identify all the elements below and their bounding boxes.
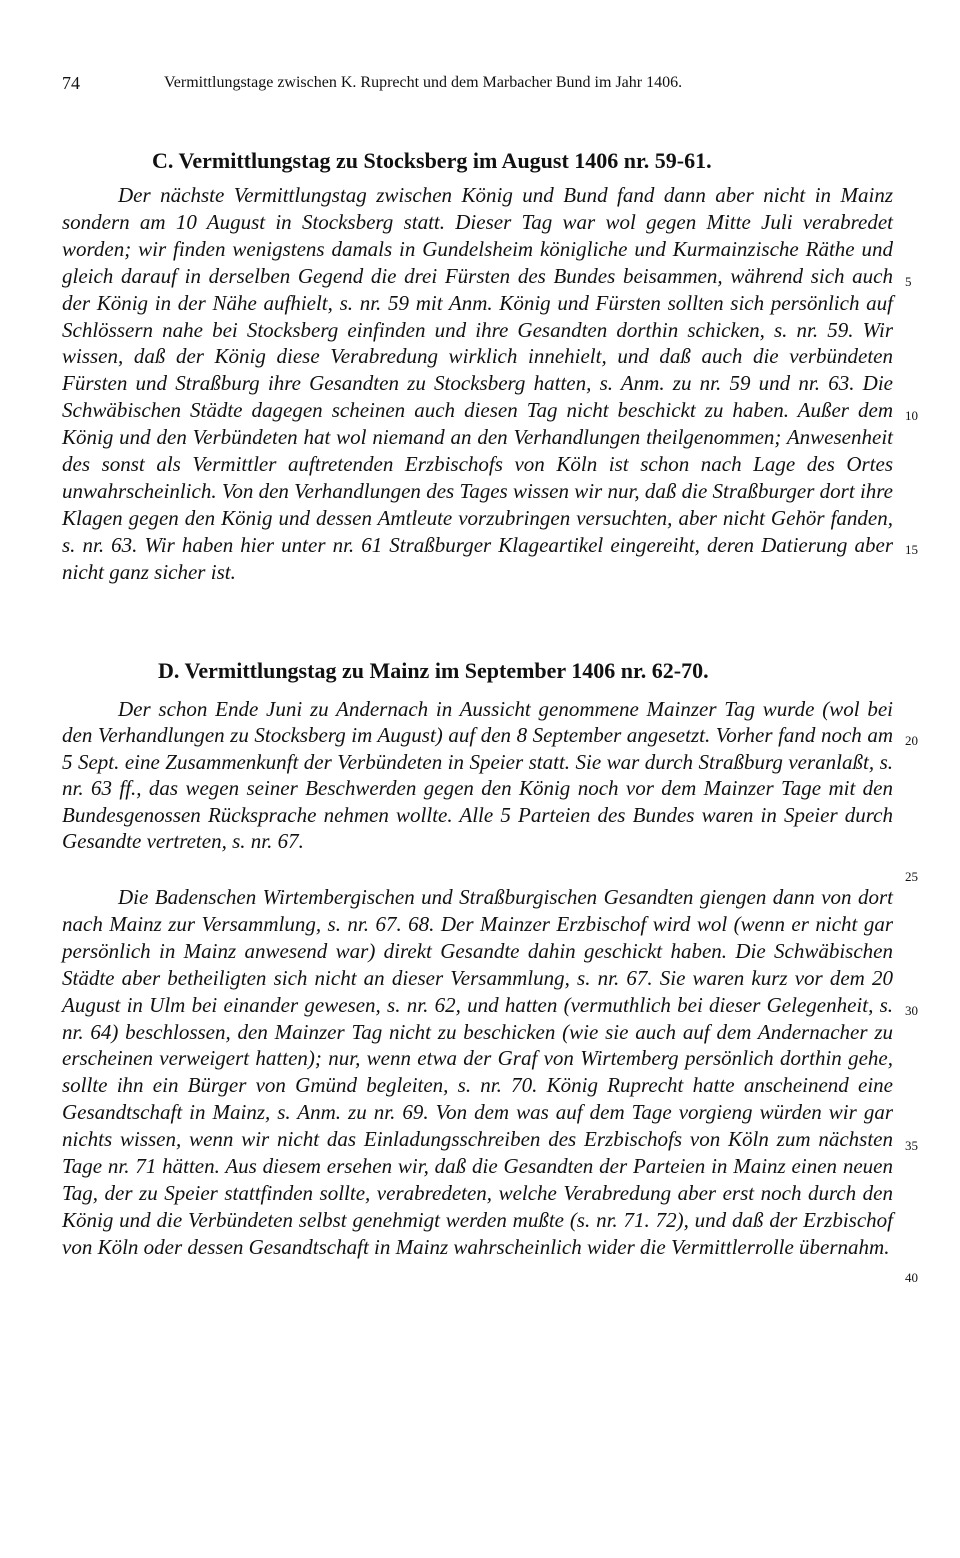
running-header xyxy=(62,71,822,95)
line-number: 5 xyxy=(905,274,912,289)
section-d-paragraph-2: Die Badenschen Wirtembergischen und Straßburgischen Gesandten giengen dann von dort nach Mainz zur Versammlung, s. nr. 67. 68. Der Mainzer Erzbischof wird wol (wenn er nicht gar persönlich in Mainz anwesend war) direkt Gesandte dahin geschickt haben. Die Schwäbischen Städte aber betheiligten sich nicht an dieser Versammlung, s. nr. 67. Sie waren kurz vor dem 20 August in Ulm bei einander gewesen, s. nr. 62, und hatten (vermuthlich bei dieser Gelegenheit, s. nr. 64) beschlossen, den Mainzer Tag nicht zu beschicken (wie sie auch auf dem Andernacher zu erscheinen verweigert hatten); nur, wenn etwa der Graf von Wirtemberg persönlich dorthin gehe, sollte ihn ein Bürger von Gmünd begleiten, s. nr. 70. König Ruprecht hatte anscheinend eine Gesandtschaft in Mainz, s. Anm. zu nr. 69. Von dem was auf dem Tage vorgieng würden wir gar nichts wissen, wenn wir nicht das Einladungsschreiben des Erzbischofs von Köln zum nächsten Tage nr. 71 hätten. Aus diesem ersehen wir, daß die Gesandten der Parteien in Mainz einen neuen Tag, der zu Speier stattfinden sollte, verabredeten, welche Verabredung aber erst noch durch den König und die Verbündeten selbst genehmigt werden mußte (s. nr. 71. 72), und daß der Erzbischof von Köln oder dessen Gesandtschaft in Mainz wahrscheinlich wider die Vermittlerrolle übernahm. xyxy=(62,885,893,1259)
page-number: 74 xyxy=(62,73,80,93)
running-title: Vermittlungstage zwischen K. Ruprecht und dem Marbacher Bund im Jahr 1406. xyxy=(164,74,683,91)
section-d-heading: D. Vermittlungstag zu Mainz im September 1406 nr. 62-70. xyxy=(158,658,709,683)
section-c-heading: C. Vermittlungstag zu Stocksberg im August 1406 nr. 59-61. xyxy=(152,148,712,173)
line-number: 25 xyxy=(905,869,918,884)
line-number: 35 xyxy=(905,1138,918,1153)
line-number: 10 xyxy=(905,408,918,423)
section-c-paragraph: Der nächste Vermittlungstag zwischen König und Bund fand dann aber nicht in Mainz sondern am 10 August in Stocksberg statt. Dieser Tag war wol gegen Mitte Juli verabredet worden; wir finden wenigstens damals in Gundelsheim königliche und Kurmainzische Räthe und gleich darauf in derselben Gegend die drei Fürsten des Bundes beisammen, während sich auch der König in der Nähe aufhielt, s. nr. 59 mit Anm. König und Fürsten sollten sich persönlich auf Schlössern nahe bei Stocksberg einfinden und ihre Gesandten dorthin schicken, s. nr. 59. Wir wissen, daß der König diese Verabredung wirklich innehielt, und daß auch die verbündeten Fürsten und Straßburg ihre Gesandten zu Stocksberg hatten, s. Anm. zu nr. 59 und nr. 63. Die Schwäbischen Städte dagegen scheinen auch diesen Tag nicht beschickt zu haben. Außer dem König und den Verbündeten hat wol niemand an den Verhandlungen theilgenommen; Anwesenheit des sonst als Vermittler auftretenden Erzbischofs von Köln ist schon nach Lage des Ortes unwahrscheinlich. Von den Verhandlungen des Tages wissen wir nur, daß die Straßburger dort ihre Klagen gegen den König und dessen Amtleute vorzubringen versuchten, aber nicht Gehör fanden, s. nr. 63. Wir haben hier unter nr. 61 Straßburger Klageartikel eingereiht, deren Datierung aber nicht ganz sicher ist. xyxy=(62,183,893,584)
line-number: 15 xyxy=(905,542,918,557)
line-number: 30 xyxy=(905,1003,918,1018)
line-number: 20 xyxy=(905,733,918,748)
line-number: 40 xyxy=(905,1270,918,1285)
section-d-paragraph-1: Der schon Ende Juni zu Andernach in Aussicht genommene Mainzer Tag wurde (wol bei den Verhandlungen zu Stocksberg im August) auf den 8 September angesetzt. Vorher fand noch am 5 Sept. eine Zusammenkunft der Verbündeten in Speier statt. Sie war durch Straßburg veranlaßt, s. nr. 63 ff., das wegen seiner Beschwerden gegen den König noch vor dem Mainzer Tage mit den Bundesgenossen Rücksprache nehmen wollte. Alle 5 Parteien des Bundes waren in Speier durch Gesandte vertreten, s. nr. 67. xyxy=(62,697,893,854)
